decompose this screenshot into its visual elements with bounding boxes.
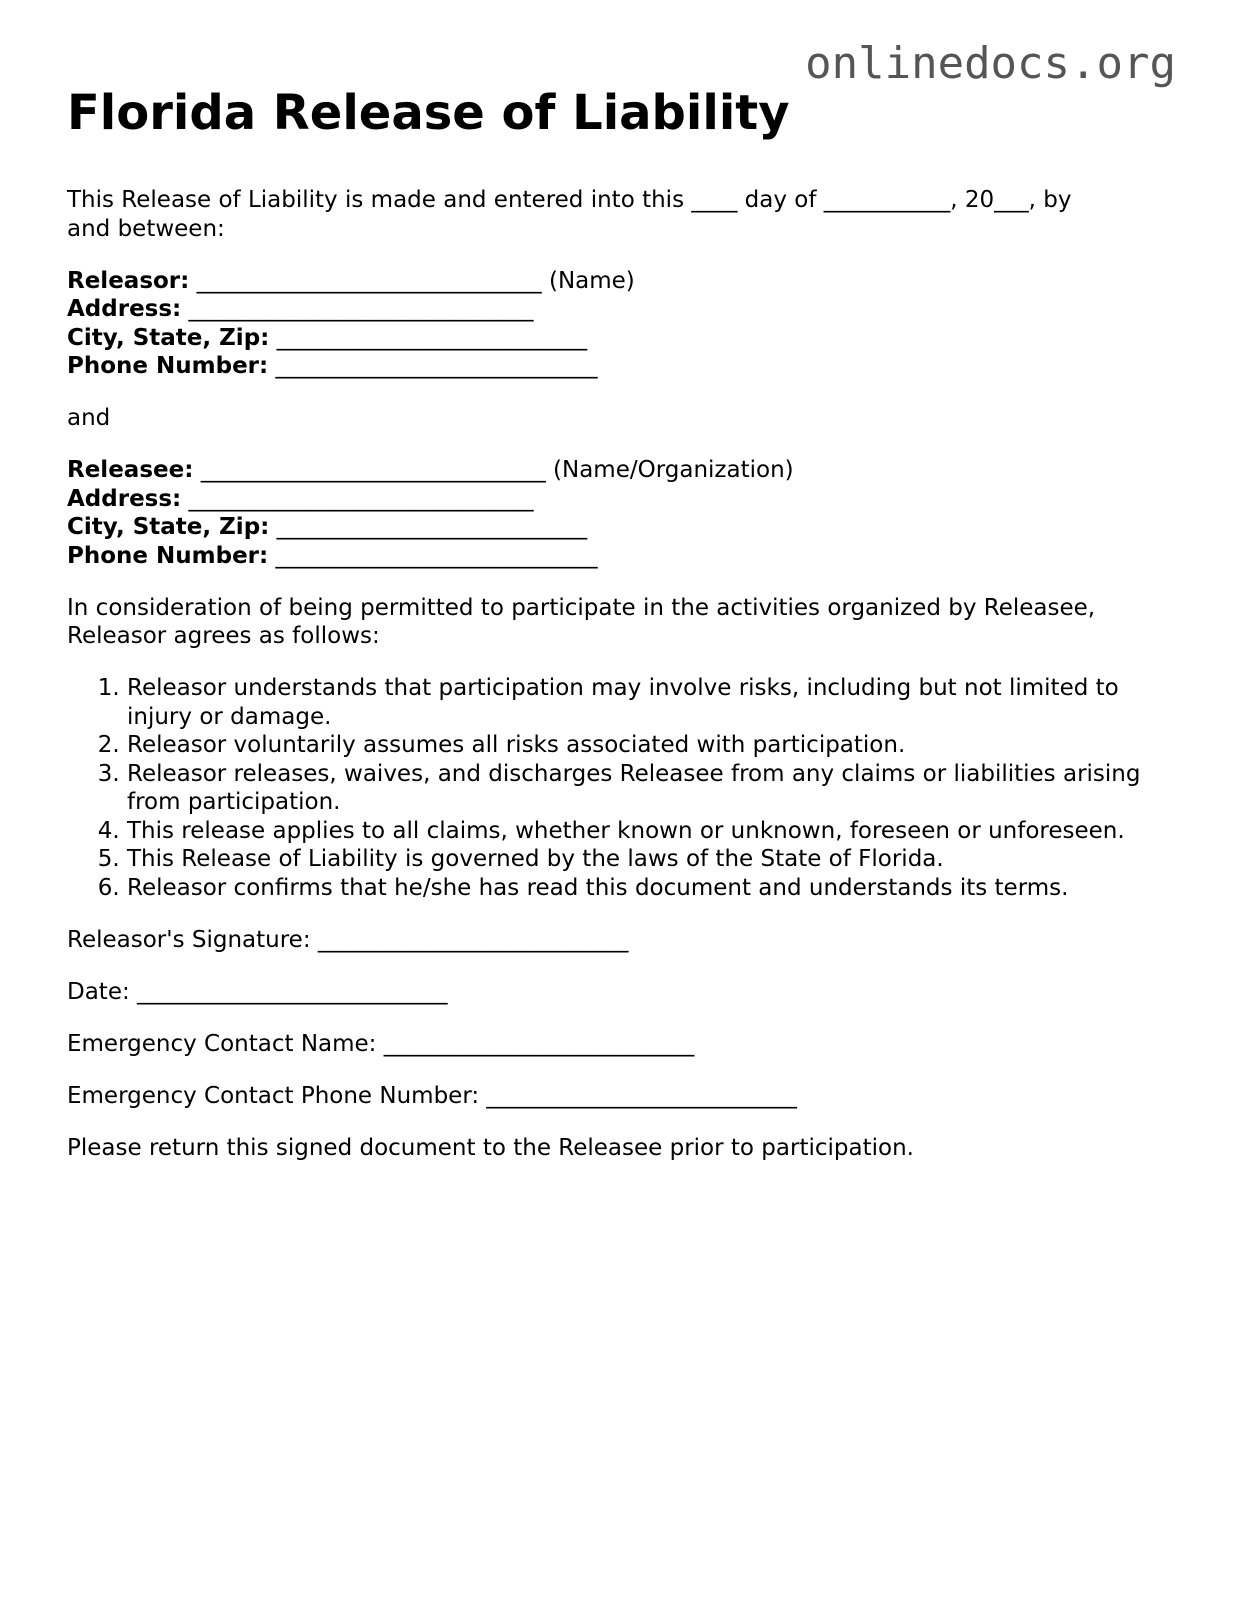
releasor-section: [67, 267, 1167, 381]
term-item: 5. This Release of Liability is governed by the laws of the State of Florida.: [127, 845, 1167, 874]
signature-line: Releasor's Signature: ___________________________: [67, 926, 629, 953]
term-item: 4. This release applies to all claims, whether known or unknown, foreseen or unforeseen.: [127, 817, 1167, 846]
document-body: [67, 82, 1167, 1186]
releasor-city-row: [67, 324, 1167, 353]
intro-line-2: and between:: [67, 215, 225, 242]
watermark: onlinedocs.org: [805, 38, 1176, 89]
releasor-address-label: Address:: [67, 296, 182, 322]
releasee-city-row: [67, 513, 1167, 542]
intro-line-1: This Release of Liability is made and entered into this ____ day of ___________, 20___, by: [67, 187, 1072, 213]
releasor-name-blank: ______________________________ (Name): [189, 267, 635, 294]
releasee-city-label: City, State, Zip:: [67, 514, 270, 540]
releasor-city-blank: ___________________________: [269, 324, 588, 351]
consideration-line-2: Releasor agrees as follows:: [67, 623, 380, 649]
emergency-contact-phone-line: Emergency Contact Phone Number: ___________________________: [67, 1082, 797, 1109]
releasee-phone-label: Phone Number:: [67, 542, 269, 569]
releasee-name-label: Releasee:: [67, 457, 194, 483]
releasee-address-label: Address:: [67, 485, 182, 512]
term-item: 3. Releasor releases, waives, and discharges Releasee from any claims or liabilities arising from participation.: [127, 760, 1167, 817]
releasee-phone-blank: ____________________________: [268, 542, 598, 569]
releasor-phone-label: Phone Number:: [67, 353, 269, 379]
releasee-phone-row: [67, 542, 1167, 571]
releasee-name-row: [67, 456, 1167, 485]
releasee-name-blank: ______________________________ (Name/Organization): [193, 457, 794, 483]
releasee-section: [67, 456, 1167, 570]
releasee-address-row: [67, 485, 1167, 514]
term-item: 2. Releasor voluntarily assumes all risks associated with participation.: [127, 731, 1167, 760]
date-line: Date: ___________________________: [67, 978, 448, 1005]
releasor-name-row: [67, 267, 1167, 296]
consideration-line-1: In consideration of being permitted to participate in the activities organized by Releasee,: [67, 594, 1096, 621]
term-item: 6. Releasor confirms that he/she has read this document and understands its terms.: [127, 874, 1167, 903]
emergency-contact-name-line: Emergency Contact Name: ___________________________: [67, 1030, 695, 1057]
releasor-phone-row: [67, 352, 1167, 381]
releasor-address-row: [67, 295, 1167, 324]
releasor-phone-blank: ____________________________: [268, 353, 598, 379]
consideration-paragraph: [67, 594, 1167, 651]
terms-list: [67, 674, 1167, 902]
and-text: and: [67, 405, 111, 431]
document-title: Florida Release of Liability: [67, 85, 790, 141]
intro-paragraph: [67, 186, 1167, 243]
closing-instruction: Please return this signed document to the Releasee prior to participation.: [67, 1134, 914, 1161]
releasor-address-blank: ______________________________: [181, 296, 534, 322]
releasor-name-label: Releasor:: [67, 267, 190, 294]
releasee-address-blank: ______________________________: [181, 485, 534, 512]
term-item: 1. Releasor understands that participation may involve risks, including but not limited to injury or damage.: [127, 674, 1167, 731]
releasee-city-blank: ___________________________: [269, 514, 588, 540]
releasor-city-label: City, State, Zip:: [67, 324, 270, 351]
